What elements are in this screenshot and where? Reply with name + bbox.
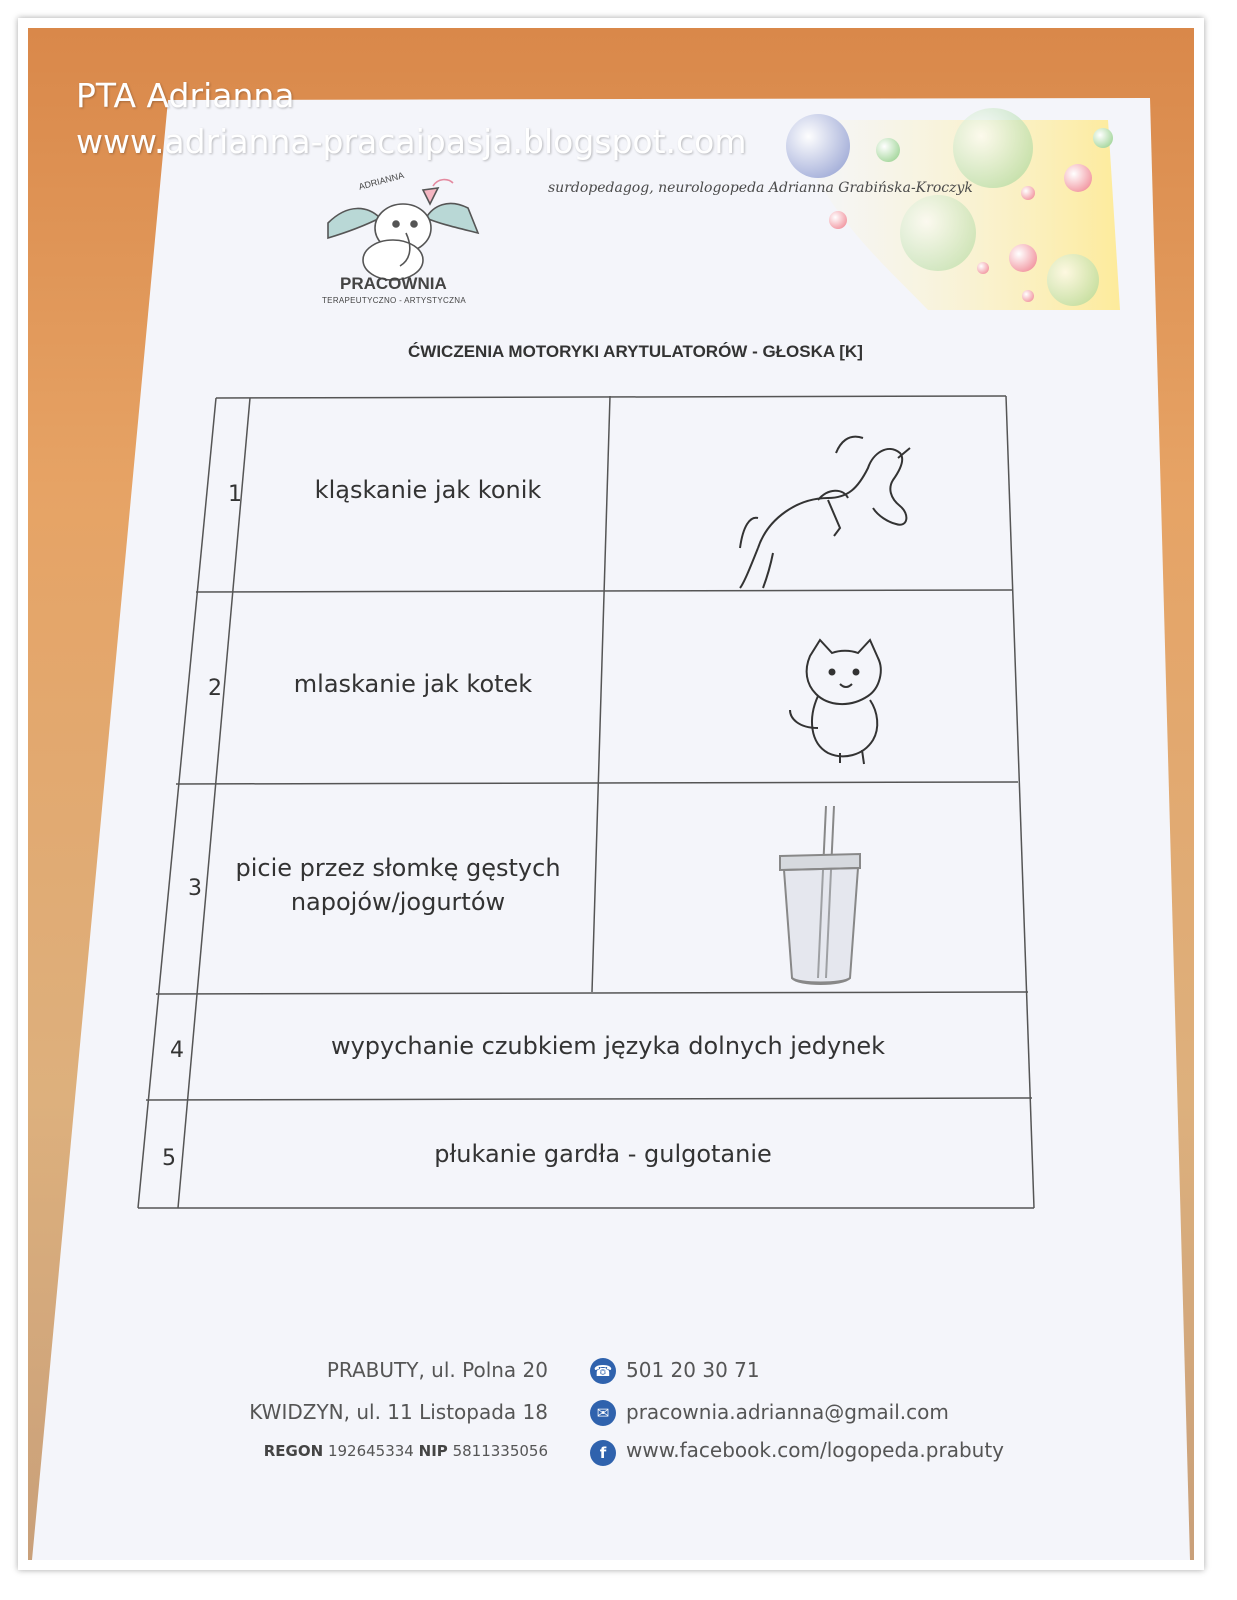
document-title: ĆWICZENIA MOTORYKI ARYTULATORÓW - GŁOSKA [K] (408, 342, 863, 361)
footer-phone: 501 20 30 71 (626, 1358, 760, 1382)
exercise-text-5: płukanie gardła - gulgotanie (434, 1140, 772, 1168)
footer-address-2: KWIDZYN, ul. 11 Listopada 18 (249, 1400, 548, 1424)
nip-value: 5811335056 (452, 1442, 548, 1460)
regon-label: REGON (263, 1442, 324, 1460)
exercise-number-3: 3 (188, 876, 202, 901)
exercise-number-2: 2 (208, 676, 222, 701)
email-icon: ✉ (590, 1400, 616, 1426)
exercise-number-1: 1 (228, 482, 242, 507)
regon-value: 192645334 (327, 1442, 414, 1460)
exercise-number-5: 5 (162, 1146, 176, 1171)
phone-icon: ☎ (590, 1358, 616, 1384)
logo-subtitle: TERAPEUTYCZNO - ARTYSTYCZNA (322, 296, 466, 305)
header-tagline: surdopedagog, neurologopeda Adrianna Grabińska-Kroczyk (548, 180, 973, 196)
exercise-text-3-line2: napojów/jogurtów (290, 888, 506, 916)
watermark-url: www.adrianna-pracaipasja.blogspot.com (76, 122, 747, 161)
footer-facebook: www.facebook.com/logopeda.prabuty (626, 1438, 1005, 1462)
paper-sheet (28, 28, 1194, 1560)
exercise-text-4: wypychanie czubkiem języka dolnych jedynek (330, 1032, 886, 1060)
exercise-number-4: 4 (170, 1038, 184, 1063)
photo-frame (18, 18, 1204, 1570)
exercise-text-3-line1: picie przez słomkę gęstych (235, 854, 561, 882)
watermark-title: PTA Adrianna (76, 76, 295, 115)
logo-top-text: ADRIANNA (357, 170, 406, 192)
exercise-text-2: mlaskanie jak kotek (293, 670, 533, 698)
footer-registry (178, 1442, 548, 1460)
exercise-text-1: kląskanie jak konik (314, 476, 542, 504)
photo (28, 28, 1194, 1560)
facebook-icon: f (590, 1440, 616, 1466)
footer-email: pracownia.adrianna@gmail.com (626, 1400, 949, 1424)
nip-label: NIP (418, 1442, 448, 1460)
logo-word: PRACOWNIA (340, 274, 447, 293)
footer-address-1: PRABUTY, ul. Polna 20 (326, 1358, 548, 1382)
